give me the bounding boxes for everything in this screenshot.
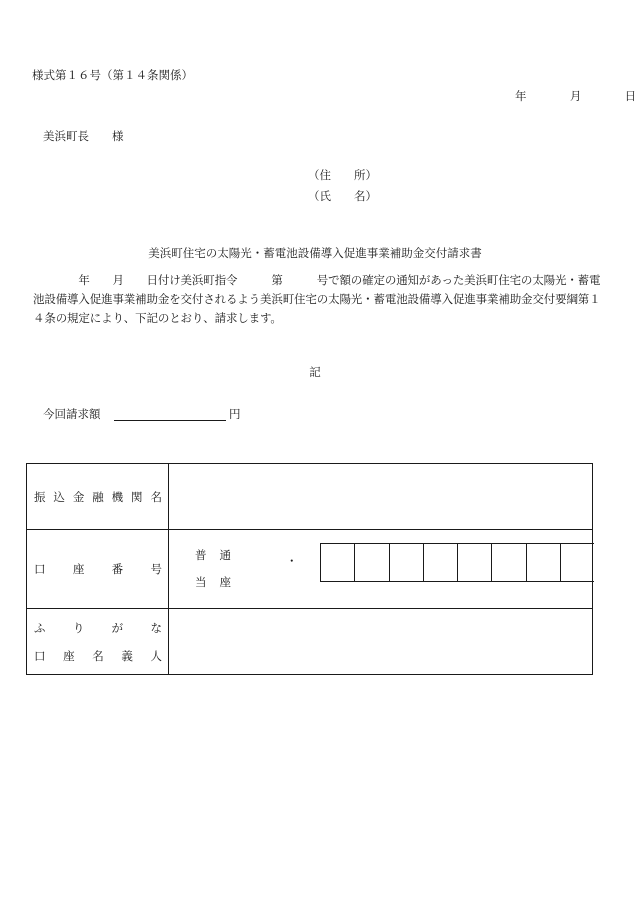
address-label: （住 所） — [308, 168, 377, 182]
account-digit-box[interactable] — [354, 543, 388, 582]
bank-info-table — [26, 463, 593, 675]
bank-label-cell — [27, 464, 169, 530]
holder-label-char: 名 — [92, 648, 104, 663]
furigana-label-char: な — [150, 620, 162, 635]
holder-label-char: 人 — [150, 648, 162, 663]
account-digit-boxes — [320, 543, 594, 582]
amount-unit: 円 — [229, 407, 241, 421]
holder-label-cell — [27, 609, 169, 675]
furigana-label-char: ふ — [34, 620, 46, 635]
bank-label-char: 名 — [150, 489, 162, 504]
amount-input-line[interactable] — [114, 420, 226, 421]
body-paragraph: 年 月 日付け美浜町指令 第 号で額の確定の通知があった美浜町住宅の太陽光・蓄電池設備導入促進事業補助金を交付されるよう美浜町住宅の太陽光・蓄電池設備導入促進事業補助金交付要綱第１４条の規定により、下記のとおり、請求します。 — [33, 273, 601, 325]
account-number-label-cell — [27, 530, 169, 609]
holder-row — [27, 609, 593, 675]
account-number-row — [27, 530, 593, 609]
holder-name-field[interactable] — [169, 609, 593, 675]
bank-row — [27, 464, 593, 530]
ki-heading: 記 — [309, 365, 321, 379]
date-year: 年 — [515, 89, 527, 103]
form-number: 様式第１６号（第１４条関係） — [32, 68, 193, 82]
separator-dot: ・ — [286, 554, 298, 568]
account-number-label-char: 口 — [34, 562, 46, 576]
holder-label-char: 座 — [63, 648, 75, 663]
date-month: 月 — [569, 89, 582, 103]
account-type-options[interactable] — [195, 542, 244, 596]
account-type-toza[interactable]: 当座 — [195, 575, 244, 589]
bank-label-char: 融 — [92, 489, 104, 504]
account-digit-box[interactable] — [491, 543, 525, 582]
bank-label — [27, 489, 168, 505]
account-digit-box[interactable] — [560, 543, 594, 582]
bank-label-char: 機 — [111, 489, 124, 504]
account-number-field — [169, 530, 593, 609]
holder-label-char: 口 — [34, 648, 46, 663]
account-number-label-char: 座 — [72, 562, 85, 576]
bank-name-field[interactable] — [169, 464, 593, 530]
holder-label-char: 義 — [121, 648, 133, 663]
holder-label — [27, 642, 168, 670]
account-number-label-char: 番 — [111, 562, 124, 576]
furigana-label — [27, 614, 168, 642]
name-label: （氏 名） — [308, 189, 377, 203]
document-title: 美浜町住宅の太陽光・蓄電池設備導入促進事業補助金交付請求書 — [148, 246, 482, 260]
account-digit-box[interactable] — [320, 543, 354, 582]
account-type-futsu[interactable]: 普通 — [195, 548, 244, 562]
bank-label-char: 関 — [131, 489, 143, 504]
date-day: 日 — [624, 89, 636, 103]
account-digit-box[interactable] — [389, 543, 423, 582]
furigana-label-char: が — [111, 620, 124, 635]
account-digit-box[interactable] — [457, 543, 491, 582]
account-digit-box[interactable] — [423, 543, 457, 582]
furigana-label-char: り — [72, 620, 85, 635]
bank-label-char: 金 — [72, 489, 85, 504]
amount-label: 今回請求額 — [43, 407, 101, 421]
account-number-label-char: 号 — [150, 562, 162, 576]
bank-label-char: 振 — [34, 489, 46, 504]
account-number-label — [27, 561, 168, 577]
date-line — [515, 88, 636, 104]
bank-label-char: 込 — [53, 489, 65, 504]
account-digit-box[interactable] — [526, 543, 560, 582]
addressee: 美浜町長 様 — [43, 129, 124, 143]
